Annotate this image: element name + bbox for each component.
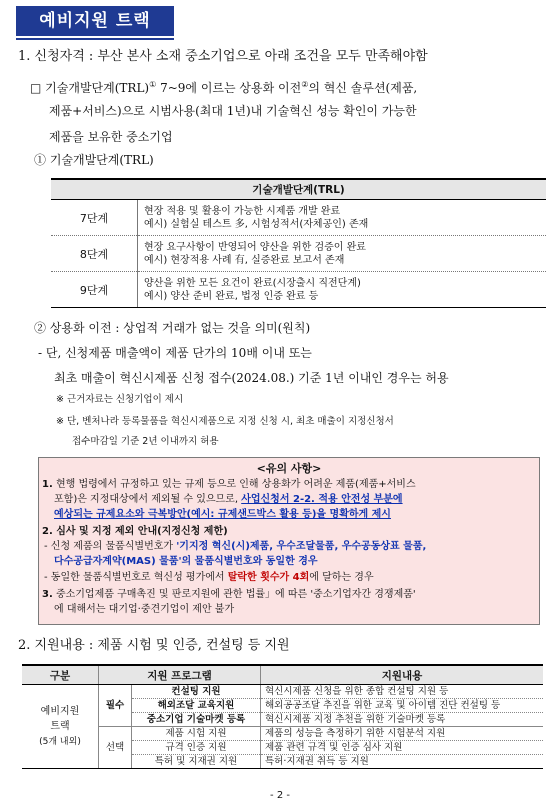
section2-heading: 2. 지원내용 : 제품 시험 및 인증, 컨설팅 등 지원 <box>18 638 290 653</box>
program-content: 혁신시제품 신청을 위한 종합 컨설팅 지원 등 <box>261 685 544 699</box>
trl-header-row <box>51 179 546 200</box>
trl-level: 7단계 <box>51 200 138 236</box>
table-row <box>22 685 543 699</box>
title-underline <box>16 38 174 40</box>
notice-item-2-title: 2. 심사 및 지정 제외 안내(지정신청 제한) <box>42 526 228 537</box>
sales-condition-line1: - 단, 신청제품 매출액이 제품 단가의 10배 이내 또는 <box>38 346 312 360</box>
eligibility-item-line3: 제품을 보유한 중소기업 <box>49 130 173 144</box>
evidence-note: ※ 근거자료는 신청기업이 제시 <box>56 394 184 405</box>
table-row <box>51 236 546 272</box>
group-optional: 선택 <box>99 727 132 769</box>
header-program: 지원 프로그램 <box>99 665 261 685</box>
trl-header: 기술개발단계(TRL) <box>51 179 546 200</box>
notice-item-1-line1: 1. 현행 법령에서 규정하고 있는 규제 등으로 인해 상용화가 어려운 제품(제품+서비스 <box>42 479 416 490</box>
program-content: 특허·지재권 취득 등 지원 <box>261 755 544 769</box>
notice-item-2-line2: 다수공급자계약(MAS) 물품'의 물품식별번호와 동일한 경우 <box>54 556 318 567</box>
notice-item-1-line2: 포함)은 지정대상에서 제외될 수 있으므로, 사업신청서 2-2. 적용 안전성 부분에 <box>54 494 403 505</box>
notice-item-2-line1: - 신청 제품의 물품식별번호가 '기지정 혁신(시)제품, 우수조달물품, 우수공동상표 물품, <box>44 541 427 552</box>
page-number: - 2 - <box>270 790 290 801</box>
table-row <box>51 272 546 308</box>
trl-description: 현장 적용 및 활용이 가능한 시제품 개발 완료 예시) 실험실 테스트 多, 시험성적서(자체공인) 존재 <box>138 200 547 236</box>
support-header-row <box>22 665 543 685</box>
program-name: 해외조달 교육지원 <box>132 699 261 713</box>
program-name: 제품 시험 지원 <box>132 727 261 741</box>
notice-item-1-line3: 예상되는 규제요소와 극복방안(예시: 규제샌드박스 활용 등)을 명확하게 제시 <box>54 509 391 520</box>
trl-subheading: ① 기술개발단계(TRL) <box>34 153 154 167</box>
program-name: 컨설팅 지원 <box>132 685 261 699</box>
program-name: 특허 및 지재권 지원 <box>132 755 261 769</box>
trl-description: 양산을 위한 모든 요건이 완료(시장출시 직전단계) 예시) 양산 준비 완료, 법정 인증 완료 등 <box>138 272 547 308</box>
table-row <box>22 727 543 741</box>
category-cell: 예비지원 트랙 (5개 내외) <box>22 685 99 769</box>
sales-condition-line2: 최초 매출이 혁신시제품 신청 접수(2024.08.) 기준 1년 이내인 경우는 허용 <box>54 371 449 385</box>
header-content: 지원내용 <box>261 665 544 685</box>
notice-item-3-line2: 에 대해서는 대기업·중견기업이 제안 불가 <box>54 604 235 615</box>
header-category: 구분 <box>22 665 99 685</box>
trl-description: 현장 요구사항이 반영되어 양산을 위한 검증이 완료 예시) 현장적용 사례 有, 실증완료 보고서 존재 <box>138 236 547 272</box>
table-row <box>51 200 546 236</box>
trl-table <box>51 178 546 308</box>
notice-box <box>38 457 540 625</box>
trl-level: 8단계 <box>51 236 138 272</box>
program-name: 중소기업 기술마켓 등록 <box>132 713 261 727</box>
program-name: 규격 인증 지원 <box>132 741 261 755</box>
commercialization-heading: ② 상용화 이전 : 상업적 거래가 없는 것을 의미(원칙) <box>34 321 311 335</box>
program-content: 혁신시제품 지정 추천을 위한 기술마켓 등록 <box>261 713 544 727</box>
section1-heading: 1. 신청자격 : 부산 본사 소재 중소기업으로 아래 조건을 모두 만족해야함 <box>18 49 428 64</box>
trl-level: 9단계 <box>51 272 138 308</box>
notice-item-2-line3: - 동일한 물품식별번호로 혁신성 평가에서 탈락한 횟수가 4회에 달하는 경우 <box>44 572 374 583</box>
program-content: 해외공공조달 추진을 위한 교육 및 아이템 진단 컨설팅 등 <box>261 699 544 713</box>
track-title: 예비지원 트랙 <box>16 6 174 36</box>
eligibility-item-line2: 제품+서비스)으로 시범사용(최대 1년)내 기술혁신 성능 확인이 가능한 <box>49 104 417 118</box>
support-table <box>22 664 543 769</box>
group-required: 필수 <box>99 685 132 727</box>
venture-note-line1: ※ 단, 벤처나라 등록물품을 혁신시제품으로 지정 신청 시, 최초 매출이 지정신청서 <box>56 416 394 427</box>
notice-item-3-line1: 3. 중소기업제품 구매촉진 및 판로지원에 관한 법률」에 따른 '중소기업자간 경쟁제품' <box>42 589 416 600</box>
program-content: 제품 관련 규격 및 인증 심사 지원 <box>261 741 544 755</box>
eligibility-item-line1: □ 기술개발단계(TRL)① 7~9에 이르는 상용화 이전②의 혁신 솔루션(제품, <box>30 80 418 95</box>
notice-title: <유의 사항> <box>256 462 322 475</box>
venture-note-line2: 접수마감일 기준 2년 이내까지 허용 <box>72 436 219 447</box>
checkbox-icon: □ <box>30 81 42 95</box>
program-content: 제품의 성능을 측정하기 위한 시험분석 지원 <box>261 727 544 741</box>
